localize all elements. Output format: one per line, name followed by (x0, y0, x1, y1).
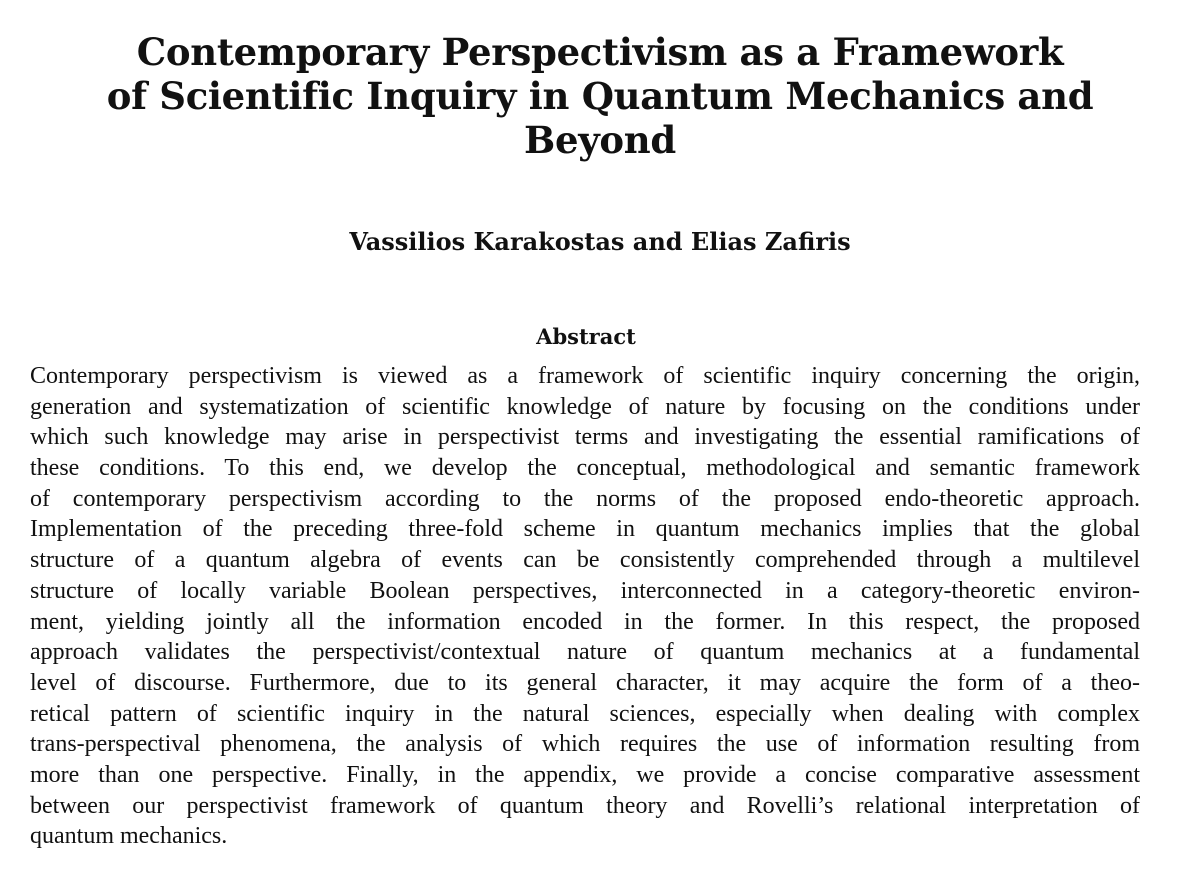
title-line-3: Beyond (524, 118, 676, 162)
abstract-line: more than one perspective. Finally, in the appendix, we provide a concise comparative assessment (30, 761, 1140, 788)
abstract-line: generation and systematization of scientific knowledge of nature by focusing on the conditions under (30, 393, 1140, 420)
abstract-line: structure of a quantum algebra of events can be consistently comprehended through a multilevel (30, 547, 1140, 574)
abstract-line: between our perspectivist framework of quantum theory and Rovelli’s relational interpretation of (30, 792, 1140, 819)
abstract-line: retical pattern of scientific inquiry in the natural sciences, especially when dealing with complex (30, 700, 1140, 727)
title-line-2: of Scientific Inquiry in Quantum Mechanics and (106, 74, 1094, 118)
paper-title (40, 30, 1160, 162)
abstract-line: ment, yielding jointly all the information encoded in the former. In this respect, the proposed (30, 608, 1140, 635)
abstract-body (30, 361, 1140, 852)
abstract-line: quantum mechanics. (30, 823, 228, 850)
abstract-line: these conditions. To this end, we develop the conceptual, methodological and semantic framework (30, 455, 1140, 482)
abstract-heading: Abstract (536, 324, 636, 349)
paper-authors: Vassilios Karakostas and Elias Zafiris (349, 227, 851, 256)
abstract-line: trans-perspectival phenomena, the analysis of which requires the use of information resulting from (30, 731, 1140, 758)
abstract-line: which such knowledge may arise in perspectivist terms and investigating the essential ramifications of (30, 424, 1140, 451)
abstract-line: approach validates the perspectivist/contextual nature of quantum mechanics at a fundamental (30, 639, 1140, 666)
abstract-line: Contemporary perspectivism is viewed as a framework of scientific inquiry concerning the origin, (30, 363, 1140, 389)
abstract-line: level of discourse. Furthermore, due to its general character, it may acquire the form of a theo- (30, 669, 1140, 696)
abstract-line: structure of locally variable Boolean perspectives, interconnected in a category-theoretic environ- (30, 577, 1140, 604)
title-line-1: Contemporary Perspectivism as a Framework (136, 30, 1064, 74)
abstract-line: of contemporary perspectivism according to the norms of the proposed endo-theoretic approach. (30, 485, 1140, 512)
abstract-line: Implementation of the preceding three-fold scheme in quantum mechanics implies that the global (30, 516, 1140, 543)
